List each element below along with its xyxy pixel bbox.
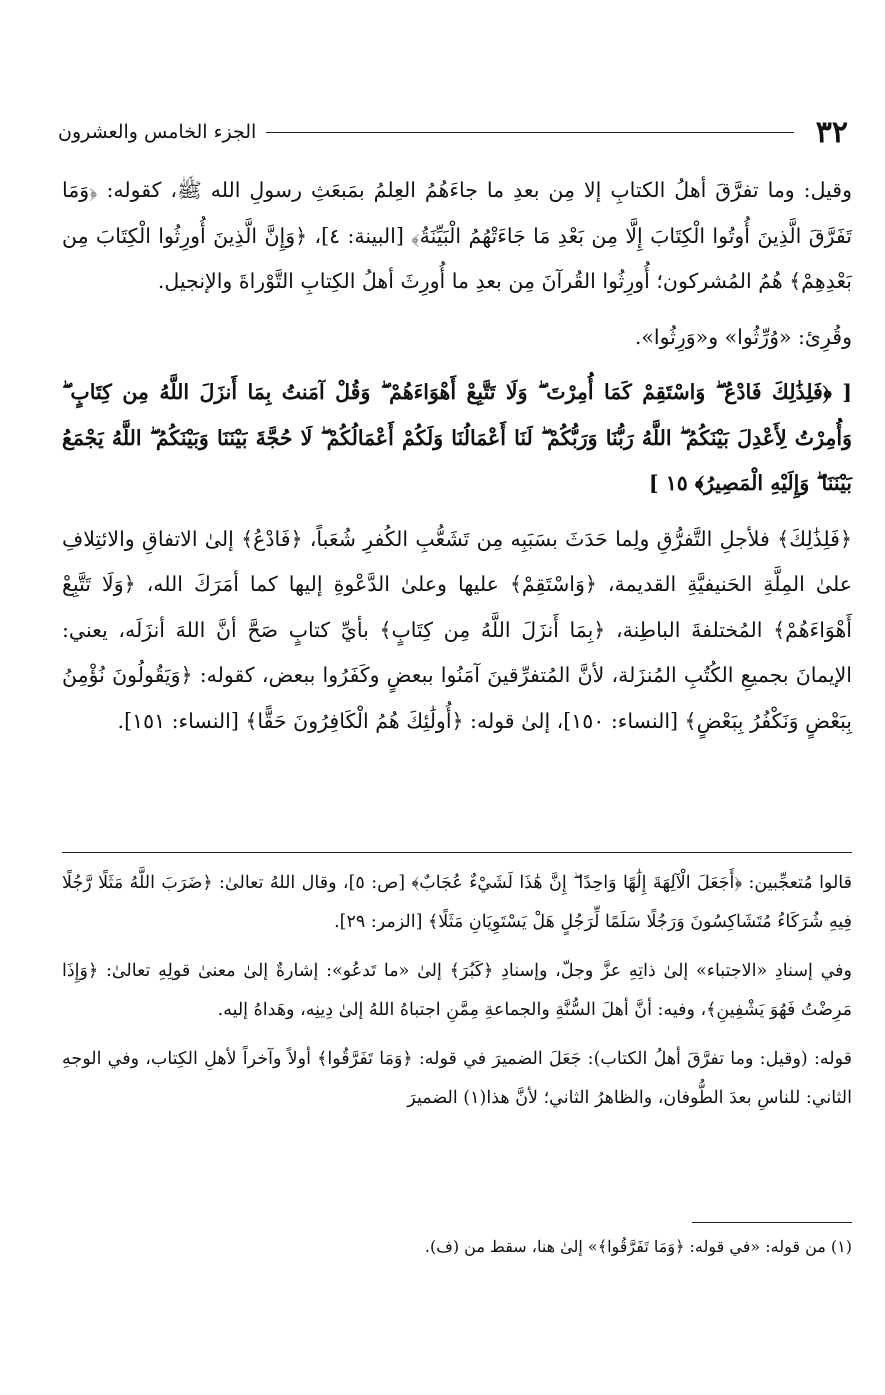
main-paragraph-4: ﴿فَلِذَٰلِكَ﴾ فلأجلِ التَّفرُّقِ ولِما حَدَثَ بسَبَبِه مِن تَشَعُّبِ الكُفرِ شُعَباً، ﴿فَادْعُ﴾ إلىٰ الاتفاقِ والائتِلافِ علىٰ المِلَّةِ الحَنيفيَّةِ القديمة، ﴿وَاسْتَقِمْ﴾ عليها وعلىٰ الدَّعْوةِ إليها كما أمَرَكَ الله، ﴿وَلَا تَتَّبِعْ أَهْوَاءَهُمْ﴾ المُختلفةَ الباطِنة، ﴿بِمَا أَنزَلَ اللَّهُ مِن كِتَابٍ﴾ بأيِّ كتابٍ صَحَّ أنَّ اللهَ أنزَلَه، يعني: الإيمانَ بجميعِ الكُتُبِ المُنزَلة، لأنَّ المُتفرِّقينَ آمَنُوا ببعضٍ وكَفَرُوا ببعض، كقوله: ﴿وَيَقُولُونَ نُؤْمِنُ بِبَعْضٍ وَنَكْفُرُ بِبَعْضٍ﴾ [النساء: ١٥٠]، إلىٰ قوله: ﴿أُولَٰئِكَ هُمُ الْكَافِرُونَ حَقًّا﴾ [النساء: ١٥١]. [62,526,852,733]
footnote [62,1232,852,1262]
commentary-text [62,864,852,1128]
page-number: ٣٢ [815,114,848,150]
page-header [58,112,848,152]
main-paragraph-1: وقيل: وما تفرَّقَ أهلُ الكتابِ إلا مِن بعدِ ما جاءَهُمُ العِلمُ بمَبعَثِ رسولِ الله ﷺ، كقوله: ﴿وَمَا تَفَرَّقَ الَّذِينَ أُوتُوا الْكِتَابَ إِلَّا مِن بَعْدِ مَا جَاءَتْهُمُ الْبَيِّنَةُ﴾ [البينة: ٤]، ﴿وَإِنَّ الَّذِينَ أُورِثُوا الْكِتَابَ مِن بَعْدِهِمْ﴾ هُمُ المُشركون؛ أُورِثُوا القُرآنَ مِن بعدِ ما أُورِثَ أهلُ الكِتابِ التَّوْراةَ والإنجيل. [62,178,852,293]
footnote-rule [692,1222,852,1223]
commentary-paragraph-1: قالوا مُتعجِّبين: ﴿أَجَعَلَ الْآلِهَةَ إِلَٰهًا وَاحِدًا ۖ إِنَّ هَٰذَا لَشَيْءٌ عُجَابٌ﴾ [ص: ٥]، وقال اللهُ تعالىٰ: ﴿ضَرَبَ اللَّهُ مَثَلًا رَّجُلًا فِيهِ شُرَكَاءُ مُتَشَاكِسُونَ وَرَجُلًا سَلَمًا لِّرَجُلٍ هَلْ يَسْتَوِيَانِ مَثَلًا﴾ [الزمر: ٢٩]. [62,873,852,932]
running-title: الجزء الخامس والعشرون [58,121,257,143]
quran-verse: [ ﴿فَلِذَٰلِكَ فَادْعُ ۖ وَاسْتَقِمْ كَمَا أُمِرْتَ ۖ وَلَا تَتَّبِعْ أَهْوَاءَهُمْ ۖ وَقُلْ آمَنتُ بِمَا أَنزَلَ اللَّهُ مِن كِتَابٍ ۖ وَأُمِرْتُ لِأَعْدِلَ بَيْنَكُمُ ۖ اللَّهُ رَبُّنَا وَرَبُّكُمْ ۖ لَنَا أَعْمَالُنَا وَلَكُمْ أَعْمَالُكُمْ ۖ لَا حُجَّةَ بَيْنَنَا وَبَيْنَكُمُ ۖ اللَّهُ يَجْمَعُ بَيْنَنَا ۖ وَإِلَيْهِ الْمَصِيرُ﴾ ١٥ ] [62,380,852,495]
main-text [62,168,852,744]
header-rule [266,132,793,133]
commentary-paragraph-3: قوله: (وقيل: وما تفرَّقَ أهلُ الكتاب): جَعَلَ الضميرَ في قوله: ﴿وَمَا تَفَرَّقُوا﴾ أولاً وآخراً لأهلِ الكِتاب، وفي الوجهِ الثاني: للناسِ بعدَ الطُّوفان، والظاهرُ الثاني؛ لأنَّ هذا(١) الضميرَ [62,1049,852,1108]
footnote-1: (١) من قوله: «في قوله: ﴿وَمَا تَفَرَّقُوا﴾» إلىٰ هنا، سقط من (ف). [424,1237,852,1256]
main-paragraph-2: وقُرِئ: «وُرِّثُوا» و«وَرِثُوا». [634,324,852,349]
commentary-paragraph-2: وفي إسنادِ «الاجتباء» إلىٰ ذاتِهِ عزَّ وجلّ، وإسنادِ ﴿كَبُرَ﴾ إلىٰ «ما تَدعُو»: إشارةٌ إلىٰ معنىٰ قولِهِ تعالىٰ: ﴿وَإِذَا مَرِضْتُ فَهُوَ يَشْفِينِ﴾، وفيه: أنَّ أهلَ السُّنَّةِ والجماعةِ مِمَّنِ اجتباهُ اللهُ إلىٰ دِينِه، وهَداهُ إليه. [62,961,852,1020]
commentary-separator [62,852,852,853]
